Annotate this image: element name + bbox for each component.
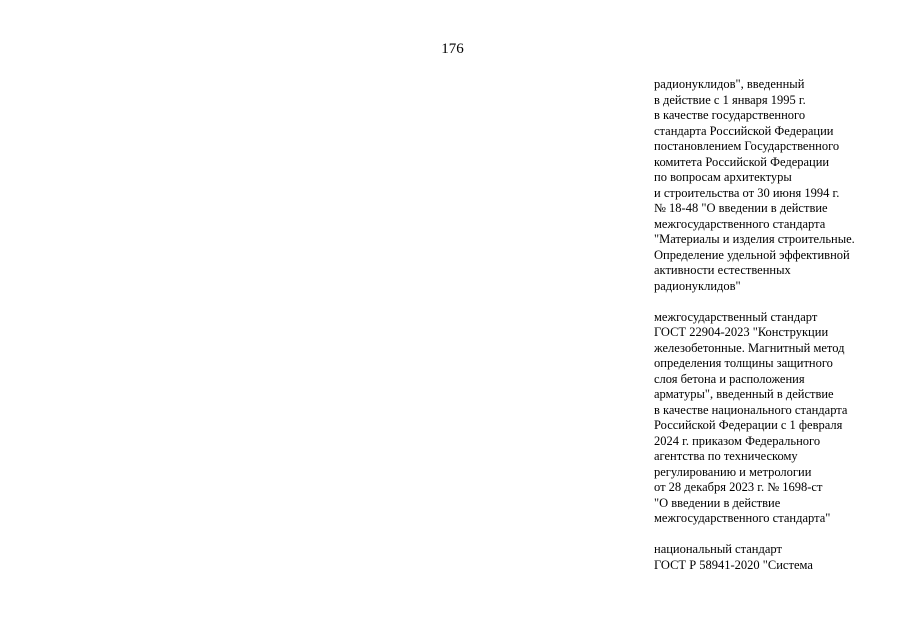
text-line: межгосударственный стандарт	[654, 309, 818, 324]
text-line: по вопросам архитектуры	[654, 170, 792, 184]
text-line: № 18-48 "О введении в действие	[654, 201, 828, 215]
text-line: национальный стандарт	[654, 542, 782, 556]
text-line: 2024 г. приказом Федерального	[654, 433, 821, 448]
text-line: в действие с 1 января 1995 г.	[654, 92, 806, 107]
text-line: регулированию и метрологии	[654, 464, 812, 479]
text-line: слоя бетона и расположения	[654, 371, 805, 386]
text-line: железобетонные. Магнитный метод	[654, 340, 845, 355]
paragraph-radionuclides-standard	[654, 77, 899, 294]
text-line: "О введении в действие	[654, 495, 781, 510]
text-line: стандарта Российской Федерации	[654, 123, 834, 138]
page-number: 176	[441, 41, 464, 57]
text-line: комитета Российской Федерации	[654, 154, 830, 169]
text-line: в качестве государственного	[654, 108, 806, 122]
document-text-column	[654, 77, 899, 573]
text-line: арматуры", введенный в действие	[654, 387, 834, 401]
text-line: ГОСТ Р 58941-2020 "Система	[654, 557, 813, 572]
text-line: "Материалы и изделия строительные.	[654, 232, 855, 246]
paragraph-gost-r-58941-2020	[654, 542, 899, 573]
text-line: от 28 декабря 2023 г. № 1698-ст	[654, 480, 823, 494]
text-line: в качестве национального стандарта	[654, 402, 848, 417]
text-line: определения толщины защитного	[654, 356, 833, 370]
text-line: постановлением Государственного	[654, 139, 840, 153]
paragraph-gost-22904-2023	[654, 310, 899, 527]
text-line: межгосударственного стандарта"	[654, 511, 831, 525]
text-line: активности естественных	[654, 263, 791, 277]
text-line: агентства по техническому	[654, 449, 798, 463]
text-line: межгосударственного стандарта	[654, 216, 826, 231]
text-line: и строительства от 30 июня 1994 г.	[654, 185, 840, 200]
text-line: Определение удельной эффективной	[654, 247, 850, 262]
text-line: радионуклидов"	[654, 278, 741, 293]
text-line: радионуклидов", введенный	[654, 77, 805, 91]
text-line: ГОСТ 22904-2023 "Конструкции	[654, 325, 829, 339]
text-line: Российской Федерации с 1 февраля	[654, 418, 843, 432]
